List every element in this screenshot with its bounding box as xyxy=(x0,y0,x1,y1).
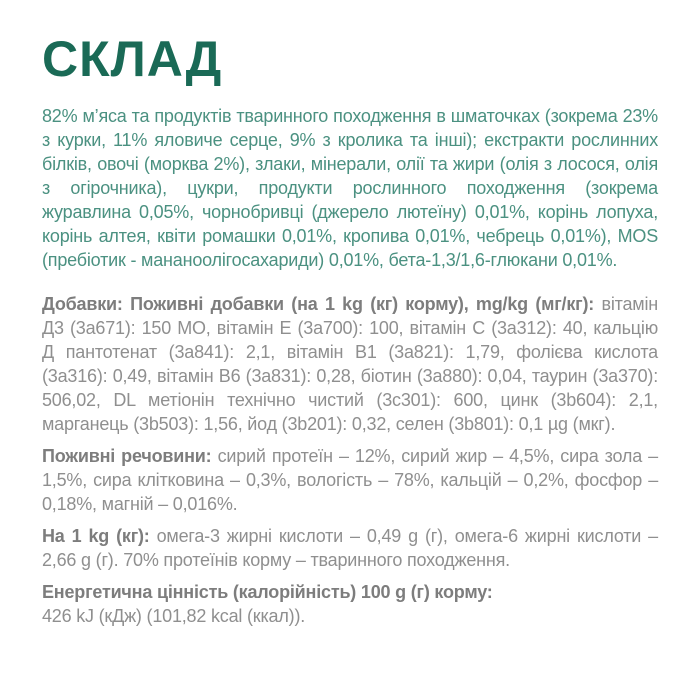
nutrients-lead: Поживні речовини: xyxy=(42,446,212,466)
additives-lead: Добавки: Поживні добавки (на 1 kg (кг) корму), mg/kg (мг/кг): xyxy=(42,294,595,314)
energy-paragraph xyxy=(42,580,658,628)
additives-body: вітамін Д3 (3а671): 150 МО, вітамін Е (3а700): 100, вітамін С (3а312): 40, кальцію Д пантотенат (3а841): 2,1, вітамін В1 (3а821): 1,79, фолієва кислота (3а316): 0,49, вітамін В6 (3а831): 0,28, біотин (3а880): 0,04, таурин (3а370): 506,02, DL метіонін технічно чистий (3c301): 600, цинк (3b604): 2,1, марганець (3b503): 1,56, йод (3b201): 0,32, селен (3b801): 0,1 µg (мкг). xyxy=(42,294,658,434)
composition-text: 82% м’яса та продуктів тваринного походження в шматочках (зокрема 23% з курки, 11% яловиче серце, 9% з кролика та інші); екстракти рослинних білків, овочі (морква 2%), злаки, мінерали, олії та жири (олія з лосося, олія з огірочника), цукри, продукти рослинного походження (зокрема журавлина 0,05%, чорнобривці (джерело лютеїну) 0,01%, корінь лопуха, корінь алтея, квіти ромашки 0,01%, кропива 0,01%, чебрець 0,01%), MOS (пребіотик - мананоолігосахариди) 0,01%, бета-1,3/1,6-глюкани 0,01%. xyxy=(42,106,658,270)
per-kg-lead: На 1 kg (кг): xyxy=(42,526,150,546)
nutrients-body: сирий протеїн – 12%, сирий жир – 4,5%, сира зола – 1,5%, сира клітковина – 0,3%, вологість – 78%, кальцій – 0,2%, фосфор – 0,18%, магній – 0,016%. xyxy=(42,446,658,514)
additives-paragraph xyxy=(42,292,658,436)
energy-value: 426 kJ (кДж) (101,82 kcal (ккал)). xyxy=(42,606,306,626)
energy-heading: Енергетична цінність (калорійність) 100 g (г) корму: xyxy=(42,582,493,602)
per-kg-paragraph xyxy=(42,524,658,572)
page-title: СКЛАД xyxy=(42,31,223,87)
nutrients-paragraph xyxy=(42,444,658,516)
per-kg-body: омега-3 жирні кислоти – 0,49 g (г), омега-6 жирні кислоти – 2,66 g (г). 70% протеїнів корму – тваринного походження. xyxy=(42,526,658,570)
